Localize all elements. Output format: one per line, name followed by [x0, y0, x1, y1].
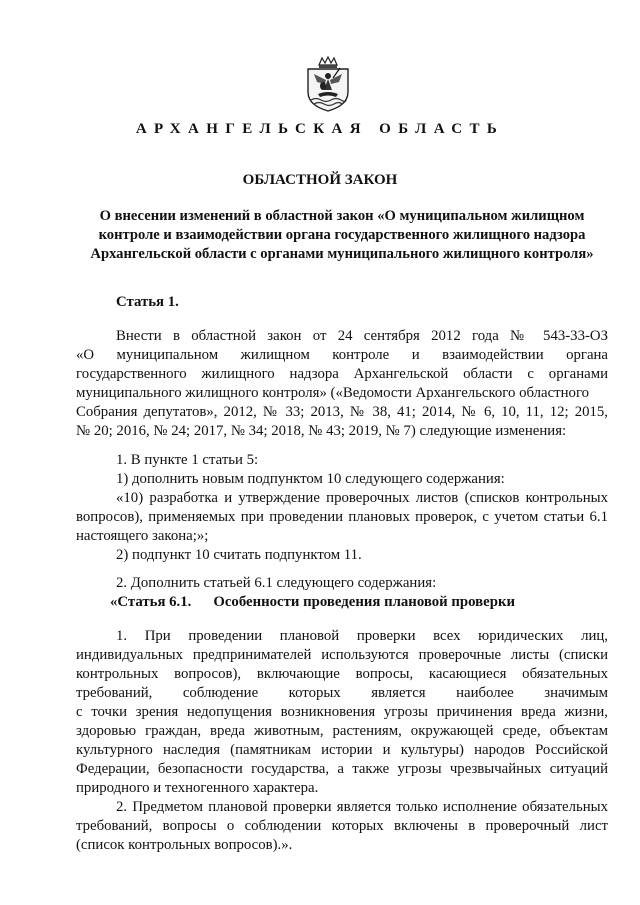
item-2-heading: 2. Дополнить статьей 6.1 следующего содержания: — [116, 575, 437, 591]
coat-of-arms-emblem — [302, 56, 354, 112]
law-title-line: контроле и взаимодействии органа государственного жилищного надзора — [98, 227, 586, 243]
article-6-1-p1-line: Федерации, безопасности государства, а также угрозы чрезвычайных ситуаций — [76, 761, 608, 777]
region-name: АРХАНГЕЛЬСКАЯ ОБЛАСТЬ — [135, 121, 505, 137]
quote-line: настоящего закона;»; — [76, 528, 209, 544]
law-title-line: О внесении изменений в областной закон «О муниципальном жилищном — [99, 208, 585, 224]
article-6-1-p1-line: с точки зрения недопущения возникновения угрозы причинения вреда жизни, — [76, 704, 608, 720]
article-6-1-p1-line: индивидуальных предпринимателей используются проверочные листы (списки — [76, 647, 608, 663]
intro-line: «О муниципальном жилищном контроле и взаимодействии органа — [76, 347, 608, 363]
article-6-1-p1-line: здоровью граждан, вреда животным, растениям, окружающей среде, объектам — [76, 723, 608, 739]
intro-line: Внести в областной закон от 24 сентября 2012 года № 543-33-ОЗ — [116, 328, 608, 344]
law-type-heading: ОБЛАСТНОЙ ЗАКОН — [242, 172, 398, 188]
article-6-1-p1-line: природного и техногенного характера. — [76, 780, 319, 796]
intro-line: Собрания депутатов», 2012, № 33; 2013, № 38, 41; 2014, № 6, 10, 11, 12; 2015, — [76, 404, 608, 420]
article-6-1-label: «Статья 6.1. — [110, 594, 192, 610]
quote-line: вопросов), применяемых при проведении плановых проверок, с учетом статьи 6.1 — [76, 509, 608, 525]
intro-line: № 20; 2016, № 24; 2017, № 34; 2018, № 43; 2019, № 7) следующие изменения: — [76, 423, 567, 439]
item-1-subpoint: 2) подпункт 10 считать подпунктом 11. — [116, 547, 362, 563]
article-1-heading: Статья 1. — [116, 294, 179, 310]
article-6-1-heading — [110, 593, 515, 612]
article-6-1-p2-line: (список контрольных вопросов).». — [76, 837, 293, 853]
intro-line: государственного жилищного надзора Архангельской области с органами — [76, 366, 608, 382]
article-6-1-p1-line: культурного наследия (памятникам истории и культуры) народов Российской — [76, 742, 608, 758]
article-6-1-p1-line: требований, соблюдение которых является наиболее значимым — [76, 685, 608, 701]
quote-line: «10) разработка и утверждение проверочных листов (списков контрольных — [116, 490, 608, 506]
law-title — [76, 207, 608, 264]
item-1-subpoint: 1) дополнить новым подпунктом 10 следующего содержания: — [116, 471, 505, 487]
article-6-1-p1-line: 1. При проведении плановой проверки всех юридических лиц, — [116, 628, 608, 644]
article-6-1-name: Особенности проведения плановой проверки — [213, 594, 515, 610]
law-title-line: Архангельской области с органами муниципального жилищного контроля» — [90, 246, 594, 262]
article-6-1-p2-line: требований, вопросы о соблюдении которых включены в проверочный лист — [76, 818, 608, 834]
article-6-1-p1-line: контрольных вопросов), включающие вопросы, касающиеся обязательных — [76, 666, 608, 682]
intro-line: муниципального жилищного контроля» («Ведомости Архангельского областного — [76, 385, 590, 401]
article-6-1-p2-line: 2. Предметом плановой проверки является только исполнение обязательных — [116, 799, 608, 815]
item-1-heading: 1. В пункте 1 статьи 5: — [116, 452, 259, 468]
